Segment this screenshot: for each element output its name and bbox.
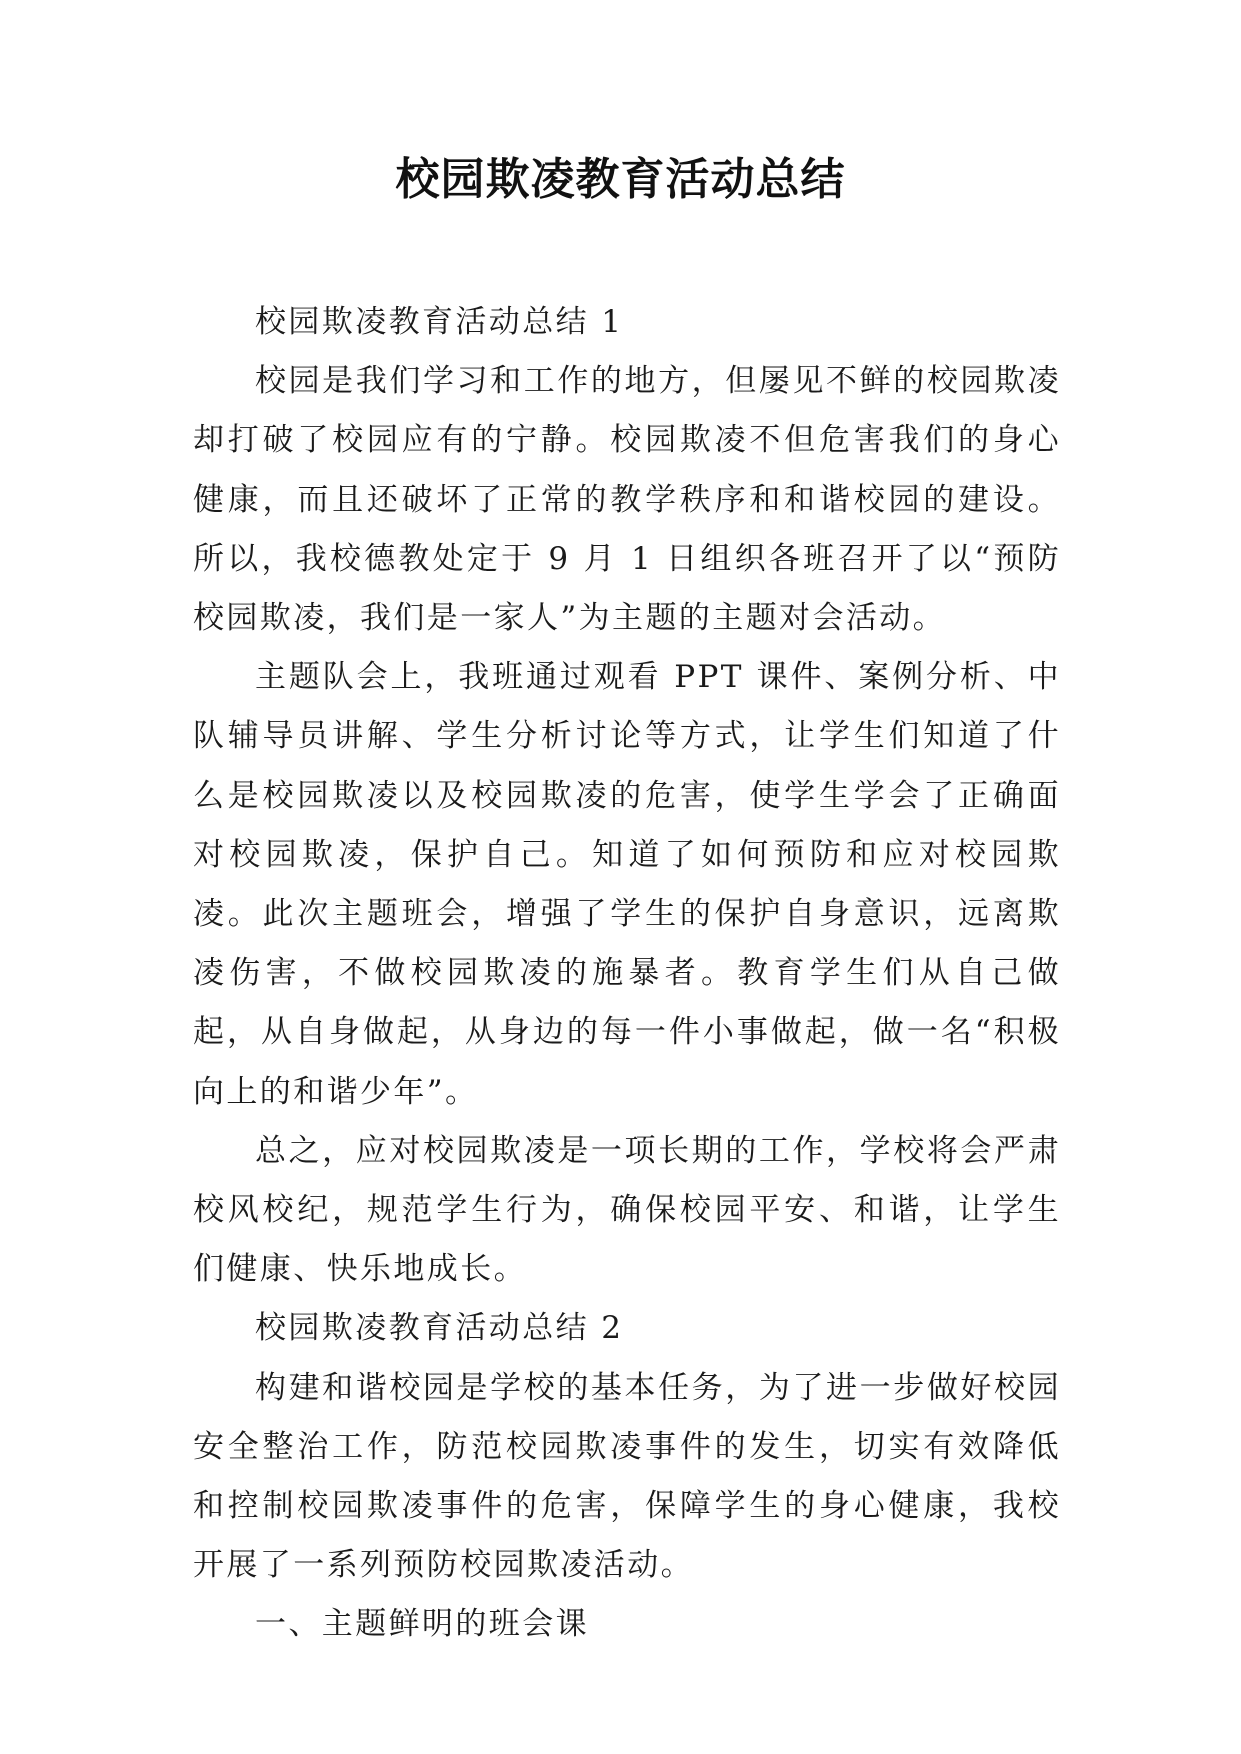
section-heading-2: 校园欺凌教育活动总结 2 — [255, 1310, 624, 1347]
paragraph-4: 构建和谐校园是学校的基本任务，为了进一步做好校园安全整治工作，防范校园欺凌事件的发生，切实有效降低和控制校园欺凌事件的危害，保障学生的身心健康，我校开展了一系列预防校园欺凌活动。 — [193, 1369, 1061, 1584]
section-heading-1: 校园欺凌教育活动总结 1 — [255, 304, 624, 340]
document-body — [193, 293, 1061, 1655]
paragraph-1: 校园是我们学习和工作的地方，但屡见不鲜的校园欺凌却打破了校园应有的宁静。校园欺凌不但危害我们的身心健康，而且还破坏了正常的教学秩序和和谐校园的建设。所以，我校德教处定于 9 月 1 日组织各班召开了以“预防校园欺凌，我们是一家人”为主题的主题对会活动。 — [193, 363, 1061, 637]
document-title: 校园欺凌教育活动总结 — [395, 154, 846, 205]
paragraph-3: 总之，应对校园欺凌是一项长期的工作，学校将会严肃校风校纪，规范学生行为，确保校园平安、和谐，让学生们健康、快乐地成长。 — [193, 1132, 1061, 1288]
subsection-heading: 一、主题鲜明的班会课 — [255, 1606, 589, 1643]
paragraph-2: 主题队会上，我班通过观看 PPT 课件、案例分析、中队辅导员讲解、学生分析讨论等方式，让学生们知道了什么是校园欺凌以及校园欺凌的危害，使学生学会了正确面对校园欺凌，保护自己。知道了如何预防和应对校园欺凌。此次主题班会，增强了学生的保护自身意识，远离欺凌伤害，不做校园欺凌的施暴者。教育学生们从自己做起，从自身做起，从身边的每一件小事做起，做一名“积极向上的和谐少年”。 — [193, 659, 1061, 1110]
